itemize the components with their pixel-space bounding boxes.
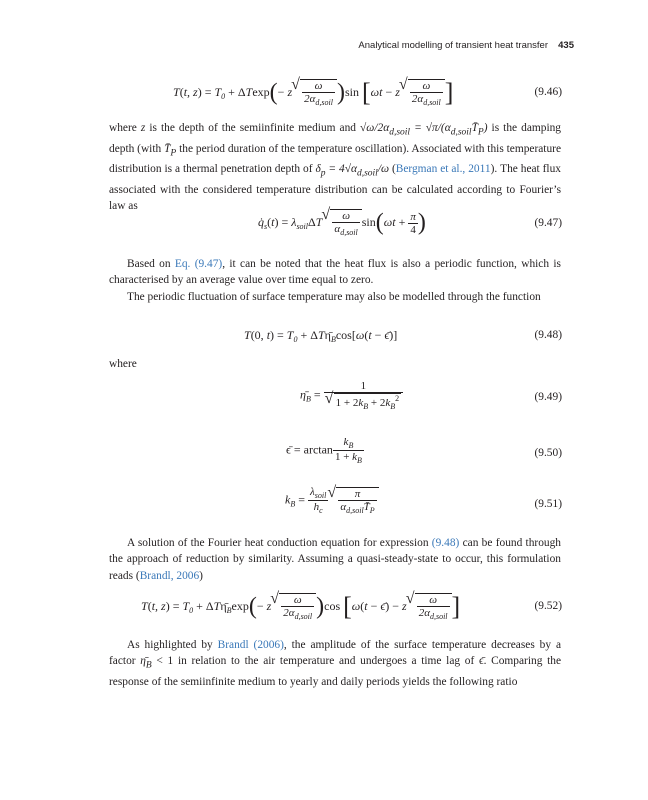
running-title: Analytical modelling of transient heat transfer bbox=[358, 40, 548, 51]
equation-9-49: $\etā_B$ = 1 √ $1 + 2k_B + 2k_B^2$ (9.49) bbox=[0, 378, 648, 418]
equation-number: (9.51) bbox=[534, 498, 562, 510]
equation-link[interactable]: Eq. (9.47) bbox=[174, 258, 223, 270]
equation-number: (9.49) bbox=[534, 391, 562, 403]
equation-9-51: $k_B$ = $\frac{\lambda_{soil}}{h_c}$ √ $\frac{\pi}{\alpha_{d,soil}T̄_P}$ (9.51) bbox=[0, 486, 648, 526]
equation-number: (9.50) bbox=[534, 447, 562, 459]
equation-number: (9.48) bbox=[534, 329, 562, 341]
paragraph-heat-flux: Based on Eq. (9.47), it can be noted that the heat flux is also a periodic function, which is characterised by an average value over time equal to zero. bbox=[109, 258, 561, 287]
equation-number: (9.46) bbox=[534, 86, 562, 98]
equation-9-48: T(0, $t) = T_0$ + $\Delta T\etā_B\cos[\omega(t$ − ϵ̄)] (9.48) bbox=[244, 328, 562, 344]
equation-9-52: T(t, $z) = T_0$ + $\Delta T\etā_B\exp(- z$ √ $\frac{\omega}{2\alpha_{d,soil}}$ )cos [ω(t − ϵ̄) − z √ $\frac{\omega}{2\alpha_{d,soil}}$ ] (9.52) bbox=[0, 588, 648, 628]
paragraph-amplitude: As highlighted by Brandl (2006), the amplitude of the surface temperature decreases by a factor $\etā_B < 1$ in relation to the air temperature and undergoes a time lag of ϵ̄. Comparing the response of the semiinfinite medium to yearly and daily periods yields the following ratio bbox=[109, 639, 562, 689]
where-label: where bbox=[109, 358, 137, 370]
equation-9-46: T(t, $z) = T_0 + \Delta Texp(- z$ √ $\frac{\omega}{2\alpha_{d,soil}}$ )sin [ωt − z √ $\frac{\omega}{2\alpha_{d,soil}}$ ] (9.46) bbox=[0, 74, 648, 114]
page-number: 435 bbox=[558, 40, 574, 51]
equation-number: (9.47) bbox=[534, 217, 562, 229]
paragraph-damping-depth: where z is the depth of the semiinfinite medium and $√\omega/2\alpha_{d,soil}$ = $√\pi/(\alpha_{d,soil}T̄_P)$ is the damping depth (with $T̄_P$ the period duration of the temperature oscillation). Associated with this temperature distribution is a thermal penetration depth of $\delta_p = 4√\alpha_{d,soil}/\omega$ (Bergman et al., 2011). The heat flux associated with the considered temperature distribution can be calculated according to Fourier’s law as bbox=[109, 122, 562, 213]
equation-9-50: ϵ̄ = arctan $\frac{k_B}{1 + k_B}$ (9.50) bbox=[286, 436, 562, 465]
paragraph-solution: A solution of the Fourier heat conduction equation for expression (9.48) can be found through the approach of reduction by similarity. Assuming a quasi-steady-state to occur, this formulation reads (Brandl, 2006) bbox=[109, 537, 561, 582]
equation-9-47: $q̇_s(t) = \lambda_{soil}\Delta T$ √ $\frac{\omega}{\alpha_{d,soil}}$ sin(ωt + $\frac{\pi}{4}$ ) (9.47) bbox=[0, 205, 648, 245]
equation-link[interactable]: (9.48) bbox=[431, 537, 460, 549]
paragraph-surface-temperature: The periodic fluctuation of surface temperature may also be modelled through the function bbox=[127, 291, 541, 303]
citation-link[interactable]: Bergman et al., 2011 bbox=[395, 163, 491, 176]
citation-link[interactable]: Brandl (2006) bbox=[217, 639, 284, 651]
equation-number: (9.52) bbox=[534, 600, 562, 612]
citation-link[interactable]: Brandl, 2006 bbox=[139, 569, 200, 582]
